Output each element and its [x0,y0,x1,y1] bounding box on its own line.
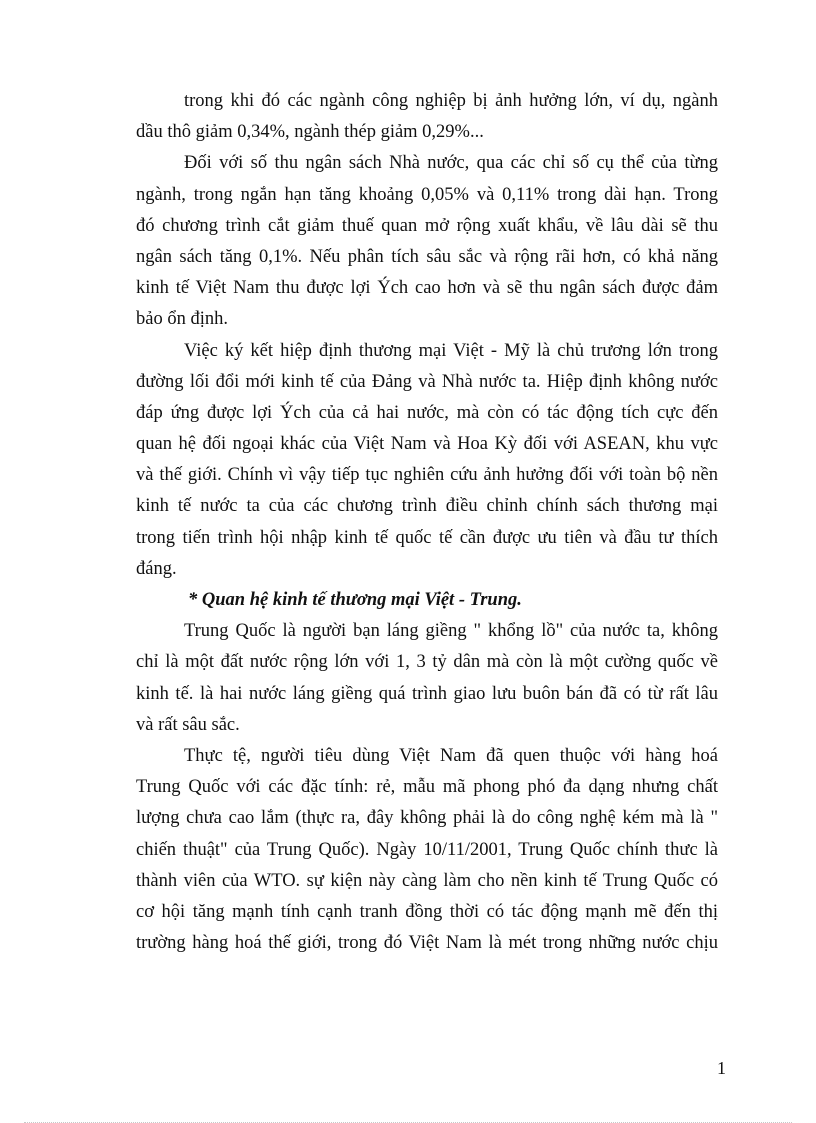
text-line: ngành, trong ngắn hạn tăng khoảng 0,05% và 0,11% trong dài hạn. Trong [136,184,718,205]
text-line: trường hàng hoá thế giới, trong đó Việt Nam là mét trong những nước chịu [136,933,718,954]
text-line: kinh tế. là hai nước láng giềng quá trình giao lưu buôn bán đã có từ rất lâu [136,683,718,704]
text-line: và rất sâu sắc. [136,714,240,735]
text-line: dầu thô giảm 0,34%, ngành thép giảm 0,29%... [136,122,484,143]
text-line: Đối với số thu ngân sách Nhà nước, qua các chỉ số cụ thể của từng [184,153,718,174]
text-line: đó chương trình cắt giảm thuế quan mở rộng xuất khẩu, về lâu dài sẽ thu [136,215,718,236]
text-line: cơ hội tăng mạnh tính cạnh tranh đồng thời có tác động mạnh mẽ đến thị [136,901,718,922]
text-line: kinh tế nước ta của các chương trình điều chỉnh chính sách thương mại [136,496,718,517]
text-line: Việc ký kết hiệp định thương mại Việt - Mỹ là chủ trương lớn trong [184,340,718,361]
body-text [136,86,718,959]
text-line: ngân sách tăng 0,1%. Nếu phân tích sâu sắc và rộng rãi hơn, có khả năng [136,246,718,267]
text-line: Thực tệ, người tiêu dùng Việt Nam đã quen thuộc với hàng hoá [184,745,718,766]
text-line: thành viên của WTO. sự kiện này càng làm cho nền kinh tế Trung Quốc có [136,870,718,891]
text-line: trong khi đó các ngành công nghiệp bị ảnh hưởng lớn, ví dụ, ngành [184,91,718,111]
page-number: 1 [717,1058,726,1078]
text-line: trong tiến trình hội nhập kinh tế quốc tế cần được ưu tiên và đầu tư thích [136,527,718,548]
text-line: đáp ứng được lợi Ých của cả hai nước, mà còn có tác động tích cực đến [136,402,718,423]
text-line: chiến thuật" của Trung Quốc). Ngày 10/11/2001, Trung Quốc chính thưc là [136,839,718,860]
text-line: bảo ổn định. [136,309,228,330]
text-line: Trung Quốc với các đặc tính: rẻ, mẫu mã phong phó đa dạng nhưng chất [136,777,718,798]
text-line: Trung Quốc là người bạn láng giềng " khổng lồ" của nước ta, không [184,621,718,642]
text-line: kinh tế Việt Nam thu được lợi Ých cao hơn và sẽ thu ngân sách được đảm [136,278,718,299]
section-heading: * Quan hệ kinh tế thương mại Việt - Trung. [188,590,522,610]
text-line: chỉ là một đất nước rộng lớn với 1, 3 tỷ dân mà còn là một cường quốc về [136,652,718,673]
text-line: và thế giới. Chính vì vậy tiếp tục nghiên cứu ảnh hưởng đối với toàn bộ nền [136,465,718,486]
text-line: đáng. [136,558,177,579]
text-line: quan hệ đối ngoại khác của Việt Nam và Hoa Kỳ đối với ASEAN, khu vực [136,434,718,455]
text-line: đường lối đổi mới kinh tế của Đảng và Nhà nước ta. Hiệp định không nước [136,371,718,392]
text-line: lượng chưa cao lắm (thực ra, đây không phải là do công nghệ kém mà là " [136,808,718,829]
